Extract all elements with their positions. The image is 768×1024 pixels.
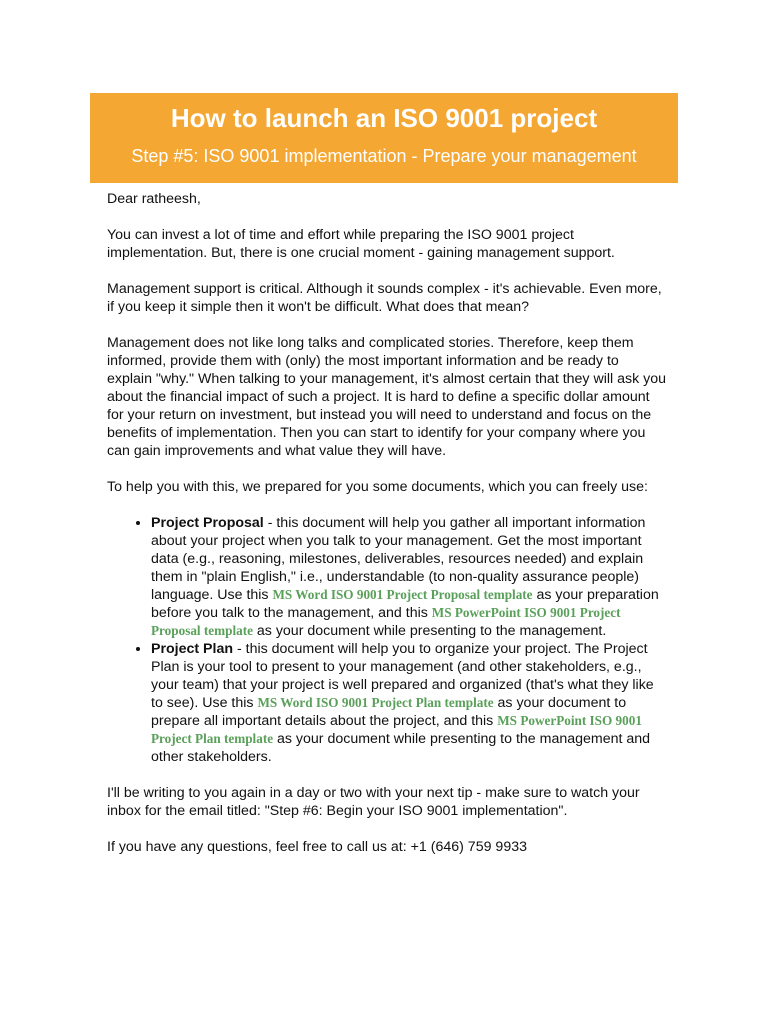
- bullet-text: as your document to prepare all important details about the project, and this: [151, 695, 627, 729]
- bullet-text: - this document will help you to organize your project. The Project Plan is your tool to present to your management (and other stakeholders, e.g., your team) that your project is well prepared and organized (that's what they like to see). Use this: [151, 641, 654, 711]
- paragraph-next-email: I'll be writing to you again in a day or two with your next tip - make sure to watch your inbox for the email titled: "Step #6: Begin your ISO 9001 implementation".: [107, 785, 640, 819]
- ms-powerpoint-proposal-template-link[interactable]: MS PowerPoint ISO 9001 Project Proposal template: [151, 605, 621, 638]
- paragraph-investment: You can invest a lot of time and effort while preparing the ISO 9001 project implementation. But, there is one crucial moment - gaining management support.: [107, 227, 615, 261]
- ms-word-proposal-template-link[interactable]: MS Word ISO 9001 Project Proposal template: [272, 587, 533, 602]
- page-title: How to launch an ISO 9001 project: [170, 103, 598, 133]
- list-item-project-plan: [151, 640, 667, 766]
- list-item-project-proposal: [151, 514, 667, 640]
- ms-powerpoint-plan-template-link[interactable]: MS PowerPoint ISO 9001 Project Plan template: [151, 713, 642, 746]
- bullet-text: as your document while presenting to the management and other stakeholders.: [151, 731, 651, 765]
- paragraph-management-talks: Management does not like long talks and complicated stories. Therefore, keep them informed, provide them with (only) the most important information and be ready to explain "why." When talking to your management, it's almost certain that they will ask you about the financial impact of such a project. It is hard to define a specific dollar amount for your return on investment, but instead you will need to understand and focus on the benefits of implementation. Then you can start to identify for your company where you can gain improvements and what value they will have.: [107, 335, 666, 459]
- documents-list: [107, 514, 667, 766]
- paragraph-documents-intro: To help you with this, we prepared for you some documents, which you can freely use:: [107, 479, 648, 495]
- header-banner: [90, 93, 678, 183]
- bullet-title: Project Plan: [151, 641, 234, 657]
- bullet-title: Project Proposal: [151, 515, 264, 531]
- greeting: Dear ratheesh,: [107, 191, 201, 207]
- email-body: [107, 190, 667, 874]
- paragraph-contact: If you have any questions, feel free to call us at: +1 (646) 759 9933: [107, 839, 527, 855]
- ms-word-plan-template-link[interactable]: MS Word ISO 9001 Project Plan template: [257, 695, 494, 710]
- paragraph-management-support: Management support is critical. Although it sounds complex - it's achievable. Even more, if you keep it simple then it won't be difficult. What does that mean?: [107, 281, 662, 315]
- page-subtitle: Step #5: ISO 9001 implementation - Prepare your management: [131, 146, 637, 166]
- bullet-text: - this document will help you gather all important information about your project when you talk to your management. Get the most important data (e.g., reasoning, milestones, deliverables, resources needed) and explain them in "plain English," i.e., understandable (to non-quality assurance people) language. Use this: [151, 515, 646, 603]
- bullet-text: as your document while presenting to the management.: [252, 623, 607, 639]
- bullet-text: as your preparation before you talk to the management, and this: [151, 587, 659, 621]
